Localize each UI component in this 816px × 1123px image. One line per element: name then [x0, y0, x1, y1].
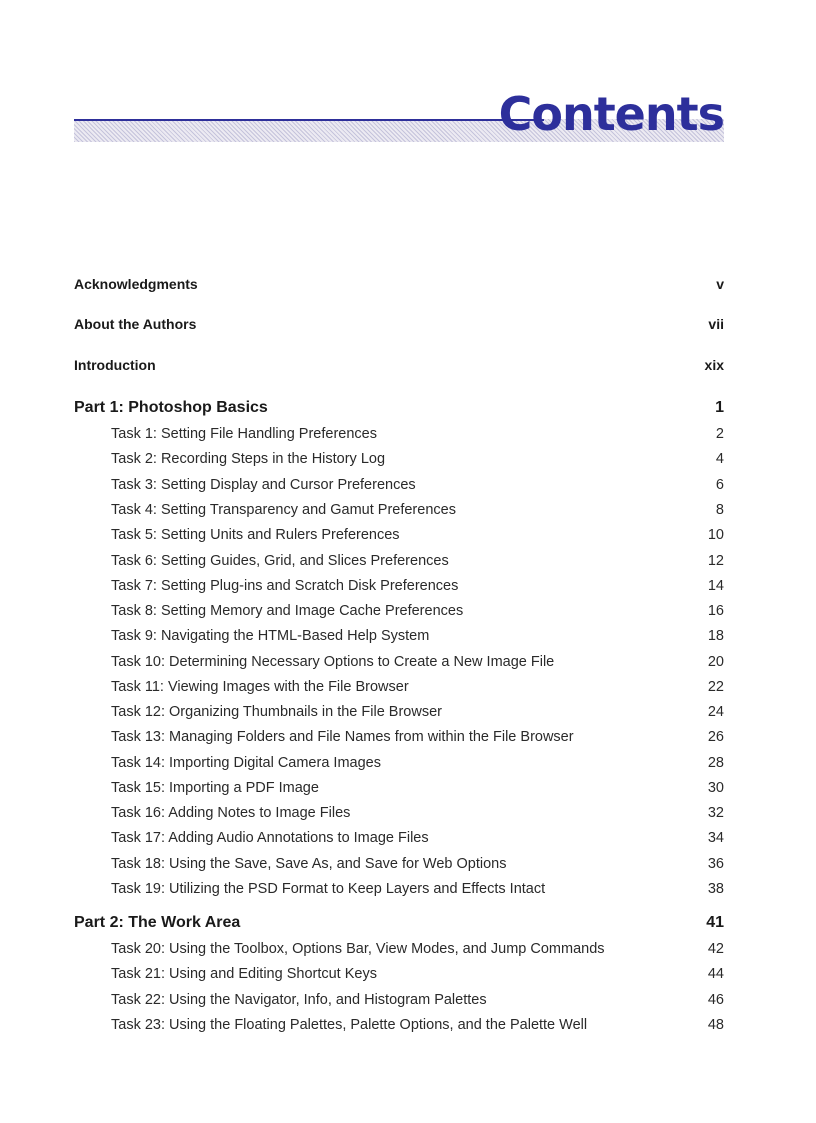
task-entry[interactable]: [74, 578, 724, 603]
task-entry[interactable]: [74, 679, 724, 704]
task-entry[interactable]: [74, 830, 724, 855]
part-heading[interactable]: [74, 914, 724, 941]
front-matter-entry-page-number: vii: [708, 316, 724, 333]
task-entry[interactable]: [74, 941, 724, 966]
task-entry-page-number: 14: [707, 577, 724, 594]
part-section: [74, 399, 724, 906]
front-matter-entry-page-number: v: [716, 276, 724, 292]
task-entry[interactable]: [74, 451, 724, 476]
task-entry[interactable]: [74, 603, 724, 628]
task-entry-label: Task 23: Using the Floating Palettes, Palette Options, and the Palette Well: [111, 1017, 588, 1034]
task-entry-page-number: 34: [707, 830, 724, 847]
task-entry-page-number: 2: [715, 426, 724, 443]
front-matter-entry[interactable]: [74, 316, 724, 356]
task-entry-page-number: 18: [707, 628, 724, 645]
task-entry[interactable]: [74, 527, 724, 552]
task-entry-page-number: 20: [707, 653, 724, 670]
task-entry-label: Task 1: Setting File Handling Preferences: [111, 426, 377, 443]
title-rule: [74, 119, 544, 121]
task-entry[interactable]: [74, 856, 724, 881]
task-entry-page-number: 26: [707, 729, 724, 746]
task-entry-label: Task 17: Adding Audio Annotations to Image Files: [111, 830, 429, 847]
task-entry[interactable]: [74, 704, 724, 729]
task-entry-page-number: 22: [707, 678, 724, 695]
task-entry-label: Task 8: Setting Memory and Image Cache Preferences: [111, 603, 464, 620]
task-entry-label: Task 5: Setting Units and Rulers Preferences: [111, 527, 400, 544]
task-entry-label: Task 11: Viewing Images with the File Browser: [111, 678, 409, 695]
front-matter-entry-label: Acknowledgments: [74, 276, 198, 292]
part-heading[interactable]: [74, 399, 724, 426]
task-entry-label: Task 22: Using the Navigator, Info, and Histogram Palettes: [111, 991, 487, 1008]
task-entry-page-number: 30: [707, 779, 724, 796]
task-entry-label: Task 12: Organizing Thumbnails in the File Browser: [111, 704, 442, 721]
front-matter-entry[interactable]: [74, 276, 724, 316]
task-entry[interactable]: [74, 780, 724, 805]
task-entry[interactable]: [74, 553, 724, 578]
task-entry-page-number: 16: [707, 603, 724, 620]
task-entry-label: Task 3: Setting Display and Cursor Preferences: [111, 476, 416, 493]
task-entry-label: Task 9: Navigating the HTML-Based Help System: [111, 628, 430, 645]
task-entry-page-number: 10: [707, 527, 724, 544]
task-entry[interactable]: [74, 881, 724, 906]
task-entry-label: Task 6: Setting Guides, Grid, and Slices Preferences: [111, 552, 449, 569]
part-section: [74, 914, 724, 1042]
front-matter-entry[interactable]: [74, 357, 724, 397]
table-of-contents: [74, 276, 724, 1042]
task-entry[interactable]: [74, 477, 724, 502]
task-entry[interactable]: [74, 805, 724, 830]
task-entry-page-number: 42: [707, 941, 724, 958]
task-entry-page-number: 38: [707, 880, 724, 897]
task-entry-page-number: 12: [707, 552, 724, 569]
task-entry-label: Task 16: Adding Notes to Image Files: [111, 805, 351, 822]
task-entry-page-number: 32: [707, 805, 724, 822]
task-entry[interactable]: [74, 654, 724, 679]
part-heading-page-number: 41: [706, 914, 724, 932]
task-entry-label: Task 21: Using and Editing Shortcut Keys: [111, 966, 377, 983]
front-matter-entry-label: About the Authors: [74, 316, 197, 333]
task-entry[interactable]: [74, 992, 724, 1017]
task-entry-label: Task 7: Setting Plug-ins and Scratch Disk Preferences: [111, 577, 459, 594]
front-matter-entry-label: Introduction: [74, 356, 156, 373]
task-entry-page-number: 36: [707, 855, 724, 872]
task-entry[interactable]: [74, 755, 724, 780]
part-heading-label: Part 1: Photoshop Basics: [74, 399, 268, 417]
task-entry-page-number: 28: [707, 754, 724, 771]
task-entry-label: Task 10: Determining Necessary Options to Create a New Image File: [111, 653, 555, 670]
task-entry-label: Task 18: Using the Save, Save As, and Save for Web Options: [111, 855, 507, 872]
front-matter-entry-page-number: xix: [704, 356, 724, 373]
task-entry-page-number: 44: [707, 966, 724, 983]
task-entry-label: Task 20: Using the Toolbox, Options Bar, View Modes, and Jump Commands: [111, 941, 605, 958]
task-entry-page-number: 46: [707, 991, 724, 1008]
task-entry[interactable]: [74, 966, 724, 991]
task-entry-label: Task 4: Setting Transparency and Gamut Preferences: [111, 501, 456, 518]
part-heading-page-number: 1: [715, 399, 724, 417]
part-heading-label: Part 2: The Work Area: [74, 914, 241, 932]
task-entry[interactable]: [74, 426, 724, 451]
task-entry-label: Task 19: Utilizing the PSD Format to Keep Layers and Effects Intact: [111, 880, 546, 897]
task-entry[interactable]: [74, 502, 724, 527]
task-entry-label: Task 2: Recording Steps in the History Log: [111, 451, 386, 468]
task-entry-page-number: 6: [715, 476, 724, 493]
task-entry-page-number: 24: [707, 704, 724, 721]
task-entry-label: Task 15: Importing a PDF Image: [111, 779, 319, 796]
task-entry[interactable]: [74, 628, 724, 653]
task-entry-label: Task 13: Managing Folders and File Names from within the File Browser: [111, 729, 574, 746]
task-entry[interactable]: [74, 729, 724, 754]
parts-list: [74, 399, 724, 1042]
task-entry-page-number: 4: [715, 451, 724, 468]
page-title: Contents: [498, 87, 724, 141]
task-entry-page-number: 8: [715, 501, 724, 518]
task-entry-label: Task 14: Importing Digital Camera Images: [111, 754, 381, 771]
task-entry[interactable]: [74, 1017, 724, 1042]
front-matter-list: [74, 276, 724, 397]
task-entry-page-number: 48: [707, 1017, 724, 1034]
